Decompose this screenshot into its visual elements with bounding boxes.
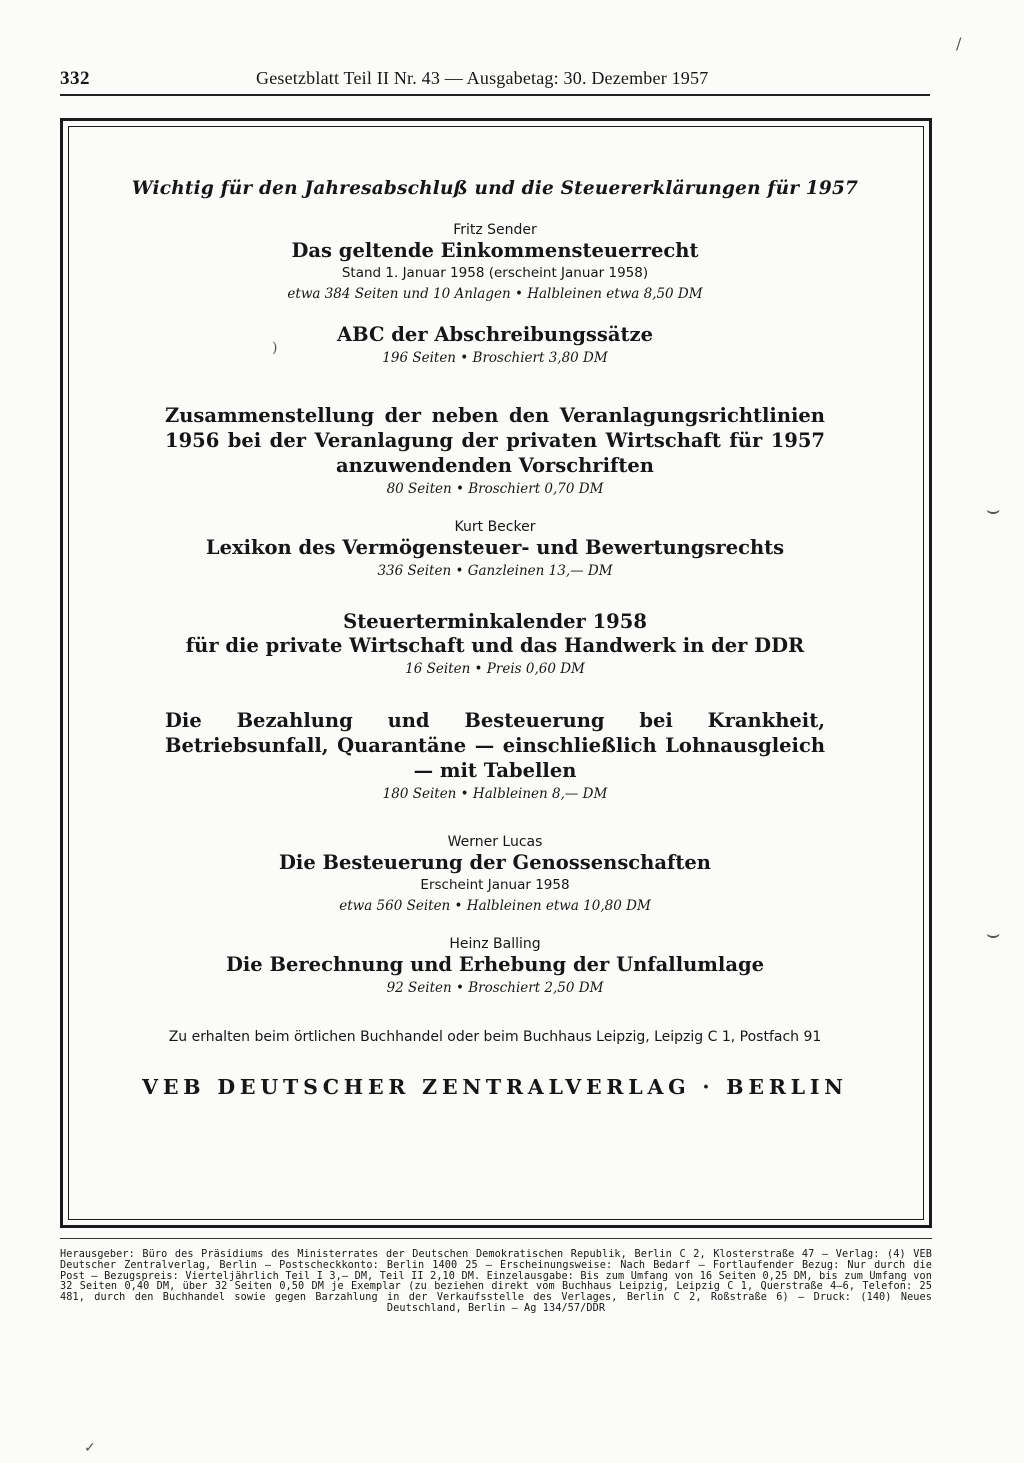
scan-mark: ⌣ bbox=[986, 498, 1001, 523]
scan-mark: ⌣ bbox=[986, 922, 1001, 947]
book-title: ABC der Abschreibungssätze bbox=[337, 323, 653, 346]
page-header bbox=[60, 64, 930, 96]
book-title: Die Bezahlung und Besteuerung bei Krankheit, Betriebsunfall, Quarantäne — einschließlich Lohnausgleich — mit Tabellen bbox=[165, 709, 825, 782]
imprint: Herausgeber: Büro des Präsidiums des Ministerrates der Deutschen Demokratischen Republik, Berlin C 2, Klosterstraße 47 — Verlag: (4) VEB Deutscher Zentralverlag, Berlin — Postscheckkonto: Berlin 1400 25 — Erscheinungsweise: Nach Bedarf — Fortlaufender Bezug: Nur durch die Post — Bezugspreis: Vierteljährlich Teil I 3,— DM, Teil II 2,10 DM. Einzelausgabe: Bis zum Umfang von 16 Seiten 0,25 DM, bis zum Umfang von 32 Seiten 0,40 DM, über 32 Seiten 0,50 DM je Exemplar (zu beziehen direkt vom Buchhaus Leipzig, Leipzig C 1, Querstraße 4—6, Telefon: 25 481, durch den Buchhandel sowie gegen Barzahlung in der Verkaufsstelle des Verlages, Berlin C 2, Roßstraße 6) — Druck: (140) Neues Deutschland, Berlin — Ag 134/57/DDR bbox=[60, 1249, 932, 1314]
book-author: Fritz Sender bbox=[453, 222, 537, 238]
book-author: Kurt Becker bbox=[454, 519, 536, 535]
book-subtitle: für die private Wirtschaft und das Handwerk in der DDR bbox=[185, 634, 805, 657]
scan-mark: ✓ bbox=[84, 1440, 96, 1456]
book-status: Erscheint Januar 1958 bbox=[420, 877, 570, 893]
book-title: Zusammenstellung der neben den Veranlagungsrichtlinien 1956 bei der Veranlagung der privaten Wirtschaft für 1957 anzuwendenden Vorschriften bbox=[165, 404, 825, 477]
book-author: Werner Lucas bbox=[447, 834, 543, 850]
book-details: 80 Seiten • Broschiert 0,70 DM bbox=[386, 481, 604, 497]
book-title: Die Berechnung und Erhebung der Unfallumlage bbox=[225, 953, 765, 976]
advertisement-headline: Wichtig für den Jahresabschluß und die Steuererklärungen für 1957 bbox=[131, 178, 859, 199]
scan-mark: / bbox=[956, 34, 962, 53]
book-title: Das geltende Einkommensteuerrecht bbox=[291, 239, 699, 262]
book-details: 92 Seiten • Broschiert 2,50 DM bbox=[386, 980, 604, 996]
book-details: etwa 384 Seiten und 10 Anlagen • Halbleinen etwa 8,50 DM bbox=[287, 286, 703, 302]
book-details: 180 Seiten • Halbleinen 8,— DM bbox=[382, 786, 608, 802]
imprint-divider bbox=[60, 1238, 932, 1239]
book-listing bbox=[95, 221, 895, 305]
page-number: 332 bbox=[60, 68, 90, 89]
book-listing bbox=[95, 323, 895, 369]
running-title: Gesetzblatt Teil II Nr. 43 — Ausgabetag: 30. Dezember 1957 bbox=[256, 68, 709, 88]
book-details: 196 Seiten • Broschiert 3,80 DM bbox=[382, 350, 608, 366]
book-listing bbox=[95, 518, 895, 582]
book-listing bbox=[95, 833, 895, 917]
book-listing bbox=[95, 935, 895, 999]
book-listing bbox=[95, 403, 895, 500]
book-title: Die Besteuerung der Genossenschaften bbox=[279, 851, 711, 874]
book-details: etwa 560 Seiten • Halbleinen etwa 10,80 DM bbox=[339, 898, 651, 914]
publisher-name: VEB DEUTSCHER ZENTRALVERLAG · BERLIN bbox=[142, 1075, 848, 1099]
book-details: 336 Seiten • Ganzleinen 13,— DM bbox=[377, 563, 613, 579]
advertisement bbox=[95, 178, 895, 1099]
availability-note: Zu erhalten beim örtlichen Buchhandel oder beim Buchhaus Leipzig, Leipzig C 1, Postfach 91 bbox=[168, 1029, 822, 1045]
book-author: Heinz Balling bbox=[449, 936, 541, 952]
book-details: 16 Seiten • Preis 0,60 DM bbox=[405, 661, 585, 677]
book-listing bbox=[95, 610, 895, 680]
book-status: Stand 1. Januar 1958 (erscheint Januar 1958) bbox=[341, 265, 649, 281]
book-listing bbox=[95, 708, 895, 805]
book-title: Steuerterminkalender 1958 bbox=[343, 610, 647, 633]
book-title: Lexikon des Vermögensteuer- und Bewertungsrechts bbox=[205, 536, 785, 559]
scan-mark: ) bbox=[272, 340, 278, 356]
